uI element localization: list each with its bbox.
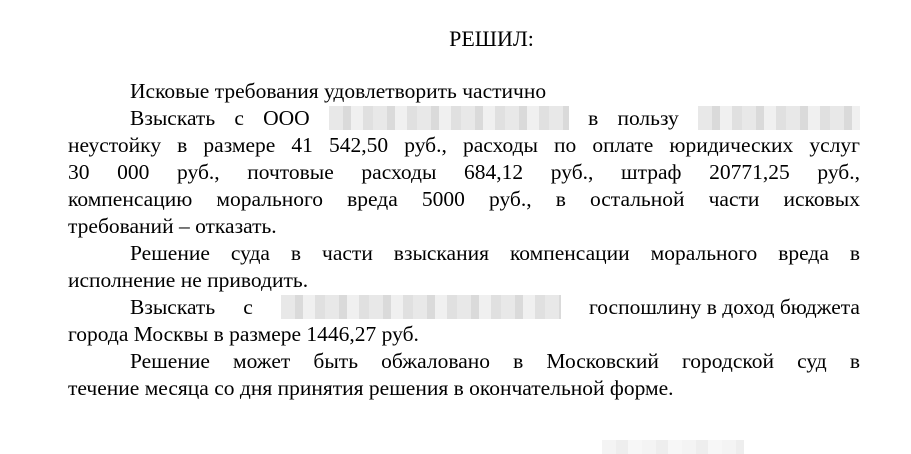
paragraph-appeal-line-1: Решение может быть обжаловано в Московский городской суд в bbox=[130, 349, 860, 373]
word-vzyskat: Взыскать bbox=[130, 295, 216, 319]
paragraph-moral-damage-line-1: Решение суда в части взыскания компенсации морального вреда в bbox=[130, 241, 860, 265]
paragraph-moral-damage-line-2: исполнение не приводить. bbox=[68, 268, 309, 292]
word-s: с bbox=[234, 106, 244, 130]
redacted-company-name bbox=[329, 106, 569, 130]
redacted-signature bbox=[602, 440, 744, 454]
paragraph-claims-partial: Исковые требования удовлетворить частично bbox=[130, 79, 547, 103]
decision-heading: РЕШИЛ: bbox=[449, 26, 534, 51]
paragraph-state-duty-line-1 bbox=[130, 294, 860, 320]
paragraph-recover-line-1 bbox=[130, 105, 860, 131]
paragraph-recover-line-5: требований – отказать. bbox=[68, 214, 277, 238]
word-s: с bbox=[243, 295, 253, 319]
state-duty-text: госпошлину в доход бюджета bbox=[588, 295, 860, 319]
word-ooo: ООО bbox=[263, 106, 310, 130]
paragraph-recover-line-4: компенсацию морального вреда 5000 руб., в остальной части исковых bbox=[68, 187, 860, 211]
redacted-plaintiff-name bbox=[698, 106, 860, 130]
paragraph-recover-line-3: 30 000 руб., почтовые расходы 684,12 руб., штраф 20771,25 руб., bbox=[68, 160, 860, 184]
paragraph-recover-line-2: неустойку в размере 41 542,50 руб., расходы по оплате юридических услуг bbox=[68, 133, 860, 157]
word-polzu: пользу bbox=[617, 106, 679, 130]
paragraph-state-duty-line-2: города Москвы в размере 1446,27 руб. bbox=[68, 322, 419, 346]
word-vzyskat: Взыскать bbox=[130, 106, 216, 130]
paragraph-appeal-line-2: течение месяца со дня принятия решения в окончательной форме. bbox=[68, 376, 674, 400]
redacted-defendant-name bbox=[281, 295, 561, 319]
word-v: в bbox=[588, 106, 599, 130]
